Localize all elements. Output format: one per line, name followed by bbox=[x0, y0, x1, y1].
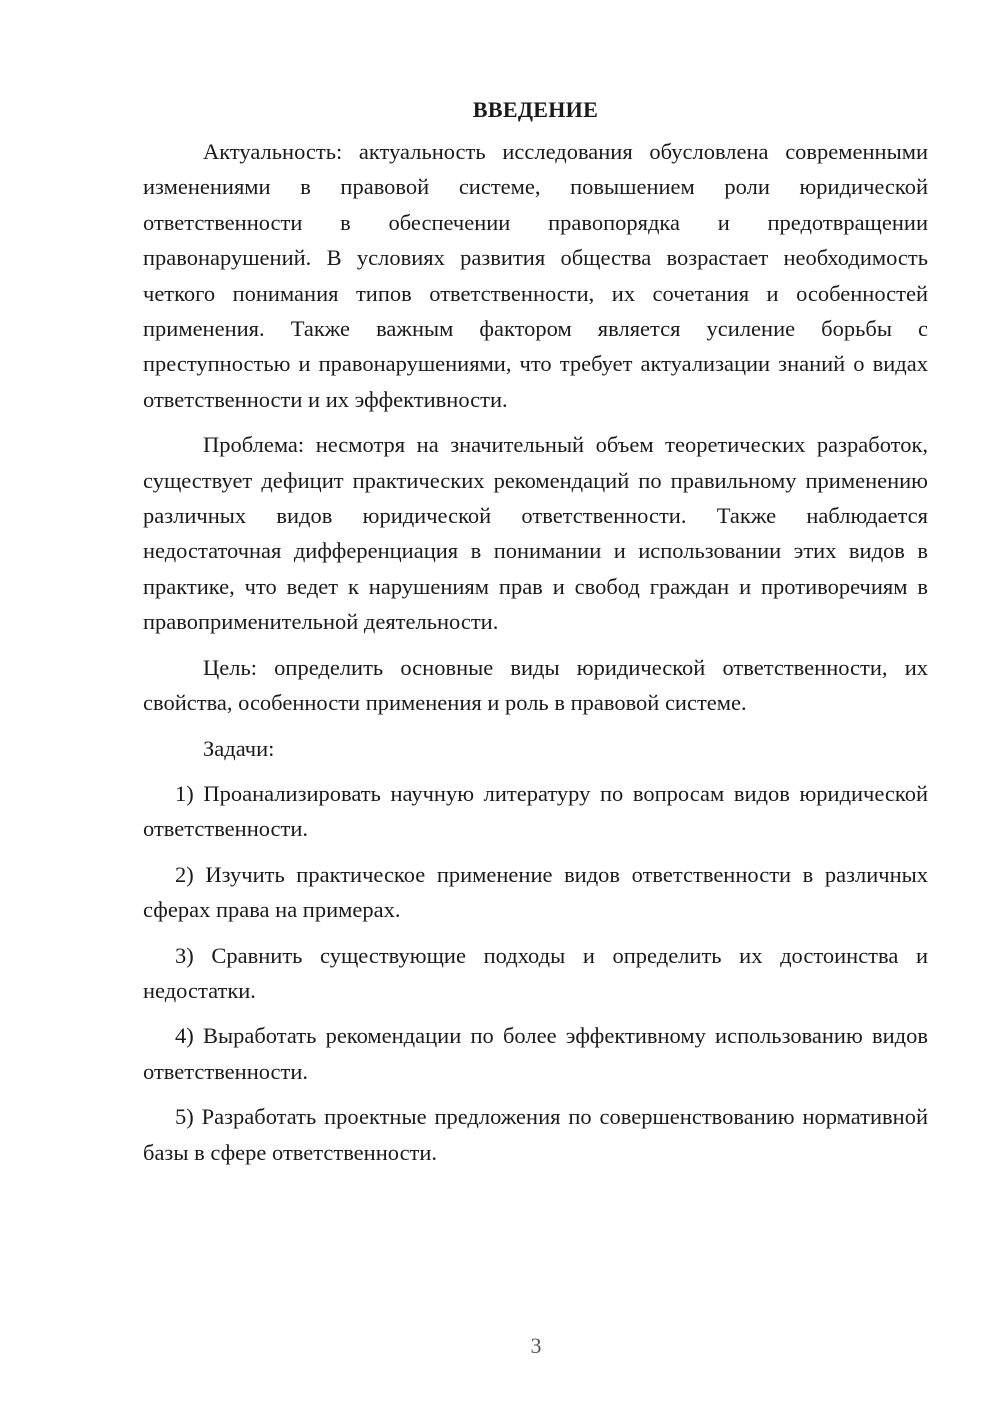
tasks-label: Задачи: bbox=[203, 735, 275, 761]
task-item-4: 4) Выработать рекомендации по более эффективному использованию видов ответственности. bbox=[143, 1023, 928, 1084]
task-item-5: 5) Разработать проектные предложения по совершенствованию нормативной базы в сфере ответственности. bbox=[143, 1104, 928, 1165]
task-item-1: 1) Проанализировать научную литературу по вопросам видов юридической ответственности. bbox=[143, 780, 928, 842]
page-title: ВВЕДЕНИЕ bbox=[472, 97, 599, 122]
document-page bbox=[143, 92, 928, 1170]
task-item-2: 2) Изучить практическое применение видов ответственности в различных сферах права на примерах. bbox=[143, 861, 928, 923]
task-item-3: 3) Сравнить существующие подходы и определить их достоинства и недостатки. bbox=[143, 942, 928, 1003]
problem-paragraph: Проблема: несмотря на значительный объем теоретических разработок, существует дефицит практических рекомендаций по правильному применению различных видов юридической ответственности. Также наблюдается недостаточная дифференциация в понимании и использовании этих видов в практике, что ведет к нарушениям прав и свобод граждан и противоречиям в правоприменительной деятельности. bbox=[143, 432, 928, 635]
page-number: 3 bbox=[530, 1333, 542, 1358]
tasks-list bbox=[143, 776, 928, 1170]
goal-paragraph: Цель: определить основные виды юридической ответственности, их свойства, особенности применения и роль в правовой системе. bbox=[143, 654, 928, 716]
relevance-paragraph: Актуальность: актуальность исследования обусловлена современными изменениями в правовой системе, повышением роли юридической ответственности в обеспечении правопорядка и предотвращении правонарушений. В условиях развития общества возрастает необходимость четкого понимания типов ответственности, их сочетания и особенностей применения. Также важным фактором является усиление борьбы с преступностью и правонарушениями, что требует актуализации знаний о видах ответственности и их эффективности. bbox=[143, 139, 928, 412]
